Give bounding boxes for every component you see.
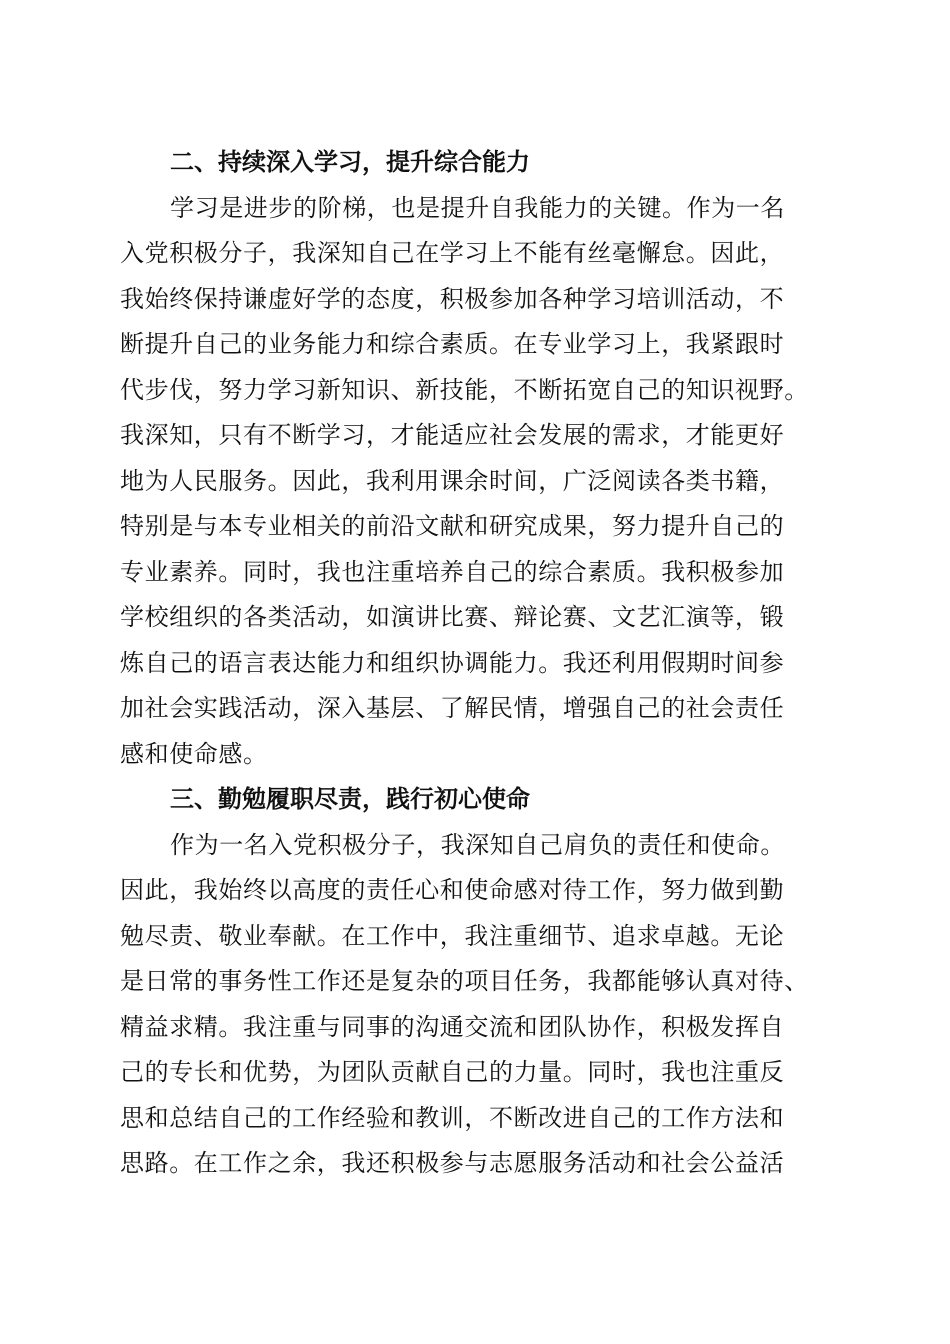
paragraph-line: 入党积极分子，我深知自己在学习上不能有丝毫懈怠。因此， — [120, 239, 785, 267]
paragraph-line: 思路。在工作之余，我还积极参与志愿服务活动和社会公益活 — [120, 1149, 785, 1177]
paragraph-line: 我始终保持谦虚好学的态度，积极参加各种学习培训活动，不 — [120, 284, 785, 313]
paragraph-line: 我深知，只有不断学习，才能适应社会发展的需求，才能更好 — [120, 421, 785, 449]
paragraph-line: 地为人民服务。因此，我利用课余时间，广泛阅读各类书籍， — [120, 466, 785, 495]
paragraph-line: 学习是进步的阶梯，也是提升自我能力的关键。作为一名 — [170, 193, 785, 222]
paragraph-line: 勉尽责、敬业奉献。在工作中，我注重细节、追求卓越。无论 — [120, 921, 785, 950]
paragraph-line: 加社会实践活动，深入基层、了解民情，增强自己的社会责任 — [120, 694, 785, 722]
paragraph-line: 学校组织的各类活动，如演讲比赛、辩论赛、文艺汇演等，锻 — [120, 603, 785, 631]
paragraph-line: 炼自己的语言表达能力和组织协调能力。我还利用假期时间参 — [120, 648, 785, 677]
document-body — [120, 140, 830, 1187]
paragraph-line: 代步伐，努力学习新知识、新技能，不断拓宽自己的知识视野。 — [120, 375, 809, 404]
paragraph-line: 作为一名入党积极分子，我深知自己肩负的责任和使命。 — [170, 830, 785, 859]
paragraph-line: 特别是与本专业相关的前沿文献和研究成果，努力提升自己的 — [120, 512, 785, 540]
paragraph-line: 思和总结自己的工作经验和教训，不断改进自己的工作方法和 — [120, 1103, 785, 1132]
paragraph-line: 感和使命感。 — [120, 739, 268, 768]
paragraph-line: 己的专长和优势，为团队贡献自己的力量。同时，我也注重反 — [120, 1058, 785, 1086]
paragraph-line: 因此，我始终以高度的责任心和使命感对待工作，努力做到勤 — [120, 876, 785, 904]
paragraph-line: 专业素养。同时，我也注重培养自己的综合素质。我积极参加 — [120, 557, 785, 586]
paragraph-line: 是日常的事务性工作还是复杂的项目任务，我都能够认真对待、 — [120, 967, 809, 995]
section-heading: 二、持续深入学习，提升综合能力 — [170, 148, 530, 176]
section-heading: 三、勤勉履职尽责，践行初心使命 — [170, 785, 530, 813]
section-study — [120, 140, 830, 777]
paragraph-line: 精益求精。我注重与同事的沟通交流和团队协作，积极发挥自 — [120, 1012, 785, 1041]
paragraph-line: 断提升自己的业务能力和综合素质。在专业学习上，我紧跟时 — [120, 330, 785, 358]
section-duty — [120, 777, 830, 1187]
